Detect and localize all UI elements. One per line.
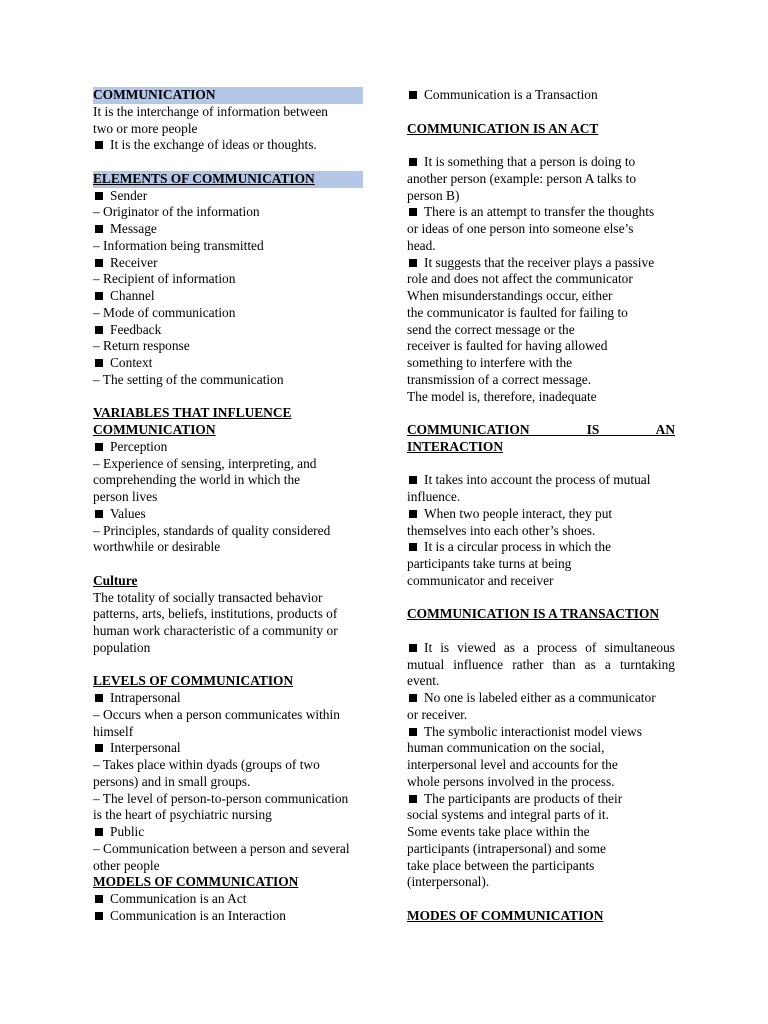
heading-variables: VARIABLES THAT INFLUENCE bbox=[93, 405, 292, 421]
level-desc: – Occurs when a person communicates within bbox=[93, 706, 340, 722]
level-desc: – Communication between a person and several bbox=[93, 840, 350, 856]
text-line: participants (intrapersonal) and some bbox=[407, 840, 606, 856]
variable-desc: comprehending the world in which the bbox=[93, 472, 301, 488]
text-line: The totality of socially transacted behavior bbox=[93, 589, 323, 605]
model-item: Communication is an Act bbox=[93, 891, 363, 908]
transaction-bullet: Communication is a Transaction bbox=[407, 87, 675, 104]
element-name: Message bbox=[93, 221, 363, 238]
element-name: Receiver bbox=[93, 255, 363, 272]
bullet-item: It is the exchange of ideas or thoughts. bbox=[93, 137, 363, 154]
heading-modes: MODES OF COMMUNICATION bbox=[407, 907, 604, 923]
text-line: The symbolic interactionist model views bbox=[407, 724, 675, 741]
text-line: another person (example: person A talks to bbox=[407, 170, 637, 186]
text-line: interpersonal level and accounts for the bbox=[407, 757, 618, 772]
element-name: Context bbox=[93, 355, 363, 372]
heading-communication: COMMUNICATION bbox=[93, 87, 363, 104]
text-line: When misunderstandings occur, either bbox=[407, 288, 613, 303]
text-line: (interpersonal). bbox=[407, 874, 490, 890]
level-desc: other people bbox=[93, 857, 160, 873]
model-item: Communication is an Interaction bbox=[93, 908, 363, 925]
level-desc: – The level of person-to-person communication bbox=[93, 790, 349, 806]
text-line: person B) bbox=[407, 187, 460, 203]
element-desc: – Return response bbox=[93, 338, 190, 354]
heading-levels: LEVELS OF COMMUNICATION bbox=[93, 673, 294, 689]
heading-interaction-cont: INTERACTION bbox=[407, 438, 503, 454]
text-line: social systems and integral parts of it. bbox=[407, 807, 609, 823]
element-desc: – The setting of the communication bbox=[93, 371, 284, 387]
level-name: Public bbox=[93, 824, 363, 841]
text-line: Some events take place within the bbox=[407, 824, 590, 839]
text-line: patterns, arts, beliefs, institutions, products of bbox=[93, 606, 338, 622]
level-name: Intrapersonal bbox=[93, 690, 363, 707]
text-line: population bbox=[93, 639, 151, 655]
text-line: send the correct message or the bbox=[407, 321, 575, 337]
text-line: human work characteristic of a community or bbox=[93, 623, 338, 638]
variable-desc: worthwhile or desirable bbox=[93, 539, 221, 555]
text-line: There is an attempt to transfer the thoughts bbox=[407, 204, 675, 221]
text-line: It is the interchange of information between bbox=[93, 103, 328, 119]
text-line: participants take turns at being bbox=[407, 556, 572, 571]
element-desc: – Recipient of information bbox=[93, 271, 236, 287]
element-name: Channel bbox=[93, 288, 363, 305]
level-desc: himself bbox=[93, 723, 134, 739]
text-line: the communicator is faulted for failing to bbox=[407, 304, 628, 320]
text-line: something to interfere with the bbox=[407, 355, 573, 370]
text-line: It takes into account the process of mutual bbox=[407, 472, 675, 489]
level-desc: – Takes place within dyads (groups of two bbox=[93, 757, 320, 772]
heading-elements: ELEMENTS OF COMMUNICATION bbox=[93, 171, 363, 188]
right-column bbox=[407, 87, 675, 925]
element-desc: – Mode of communication bbox=[93, 304, 236, 320]
text-line: It suggests that the receiver plays a passive bbox=[407, 255, 675, 272]
variable-desc: – Principles, standards of quality considered bbox=[93, 522, 331, 538]
text-line: The model is, therefore, inadequate bbox=[407, 388, 597, 404]
text-line: head. bbox=[407, 237, 436, 253]
heading-models: MODELS OF COMMUNICATION bbox=[93, 874, 299, 890]
variable-name: Perception bbox=[93, 439, 363, 456]
heading-act: COMMUNICATION IS AN ACT bbox=[407, 120, 599, 136]
text-line: transmission of a correct message. bbox=[407, 371, 592, 387]
text-line: role and does not affect the communicator bbox=[407, 271, 633, 287]
text-line: It is a circular process in which the bbox=[407, 539, 675, 556]
text-line: influence. bbox=[407, 489, 461, 504]
text-line: two or more people bbox=[93, 120, 198, 136]
text-line: whole persons involved in the process. bbox=[407, 773, 615, 789]
text-line: When two people interact, they put bbox=[407, 506, 675, 523]
text-line: or receiver. bbox=[407, 706, 468, 722]
text-line: The participants are products of their bbox=[407, 791, 675, 808]
element-name: Sender bbox=[93, 188, 363, 205]
heading-variables-cont: COMMUNICATION bbox=[93, 422, 216, 437]
text-line: take place between the participants bbox=[407, 857, 595, 873]
text-line: It is viewed as a process of simultaneous bbox=[407, 640, 675, 657]
text-line: human communication on the social, bbox=[407, 740, 605, 756]
variable-name: Values bbox=[93, 506, 363, 523]
level-desc: is the heart of psychiatric nursing bbox=[93, 807, 272, 823]
variable-desc: person lives bbox=[93, 489, 158, 504]
text-line: No one is labeled either as a communicator bbox=[407, 690, 675, 707]
heading-transaction: COMMUNICATION IS A TRANSACTION bbox=[407, 606, 660, 622]
text-line: receiver is faulted for having allowed bbox=[407, 338, 608, 354]
text-line: or ideas of one person into someone else’s bbox=[407, 221, 634, 236]
element-desc: – Information being transmitted bbox=[93, 237, 264, 253]
text-line: mutual influence rather than as a turntaking bbox=[407, 656, 675, 672]
heading-interaction: COMMUNICATION IS AN bbox=[407, 422, 675, 437]
text-line: event. bbox=[407, 673, 440, 689]
left-column bbox=[93, 87, 363, 925]
element-desc: – Originator of the information bbox=[93, 204, 260, 220]
element-name: Feedback bbox=[93, 322, 363, 339]
text-line: themselves into each other’s shoes. bbox=[407, 522, 596, 538]
text-line: communicator and receiver bbox=[407, 572, 554, 588]
level-name: Interpersonal bbox=[93, 740, 363, 757]
level-desc: persons) and in small groups. bbox=[93, 773, 251, 789]
heading-culture: Culture bbox=[93, 572, 138, 588]
variable-desc: – Experience of sensing, interpreting, and bbox=[93, 455, 317, 471]
text-line: It is something that a person is doing to bbox=[407, 154, 675, 171]
